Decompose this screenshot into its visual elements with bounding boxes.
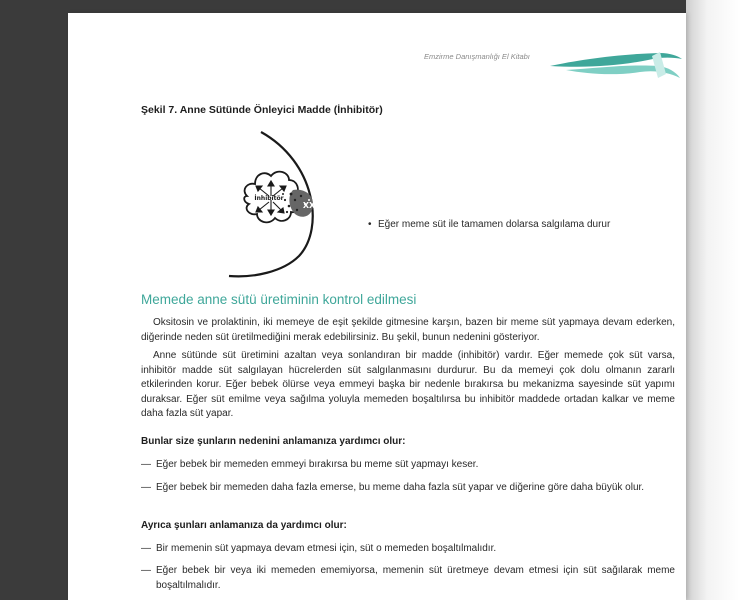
section-heading: Memede anne sütü üretiminin kontrol edilmesi: [141, 292, 417, 307]
bullet-dot-icon: •: [368, 219, 372, 230]
figure-bullet-text: Eğer meme süt ile tamamen dolarsa salgılama durur: [378, 219, 611, 230]
subheading-2: Ayrıca şunları anlamanıza da yardımcı olur:: [141, 520, 347, 531]
viewer-background-left: [0, 0, 68, 600]
figure-bullet: [368, 219, 610, 230]
inhibitor-label: İnhibitör: [254, 195, 284, 202]
list-2-item-2: [141, 564, 675, 593]
paragraph-1: Oksitosin ve prolaktinin, iki memeye de eşit şekilde gitmesine karşın, bazen bir meme süt yapmaya devam ederken, diğerinde neden süt üretilmediğini merak edebilirsiniz. Bu şekil, bunun nedenini gösteriyor.: [141, 317, 675, 343]
viewer-background-top: [0, 0, 739, 13]
dash-marker: —: [141, 459, 151, 470]
figure-caption: Şekil 7. Anne Sütünde Önleyici Madde (İnhibitör): [141, 104, 383, 116]
list-1-item-2: [141, 481, 675, 496]
list-item-text: Bir memenin süt yapmaya devam etmesi için, süt o memeden boşaltılmalıdır.: [156, 543, 497, 554]
subheading-1: Bunlar size şunların nedenini anlamanıza yardımcı olur:: [141, 436, 406, 447]
list-item-text: Eğer bebek bir memeden emmeyi bırakırsa bu meme süt yapmayı keser.: [156, 459, 479, 470]
list-item-text: Eğer bebek bir veya iki memeden ememiyorsa, memenin süt üretmeye devam etmesi için süt sağılarak meme boşaltılmalıdır.: [156, 565, 675, 591]
breast-inhibitor-illustration: [225, 128, 335, 280]
paragraph-2: Anne sütünde süt üretimini azaltan veya sonlandıran bir madde (inhibitör) vardır. Eğer memede çok süt varsa, inhibitör madde süt salgılayan hücrelerden süt salgılanmasını durdurur. Bu da memeyi çok dolu olmanın zararlı etkilerinden korur. Eğer bebek ölürse veya emmeyi başka bir nedenle bırakırsa bu mekanizma sayesinde süt yapımı duraksar. Eğer süt emilme veya sağılma yoluyla memeden boşaltılırsa bu inhibitör maddede ortadan kalkar ve meme daha fazla süt yapar.: [141, 350, 675, 420]
list-2-item-1: [141, 542, 675, 557]
list-1-item-1: [141, 458, 675, 473]
running-header-title: Emzirme Danışmanlığı El Kitabı: [424, 52, 530, 61]
svg-text:XX: XX: [302, 201, 316, 210]
dash-marker: —: [141, 565, 151, 576]
header-swoosh-decoration: [548, 48, 684, 88]
list-item-text: Eğer bebek bir memeden daha fazla emerse, bu meme daha fazla süt yapar ve diğerine göre daha büyük olur.: [156, 482, 645, 493]
dash-marker: —: [141, 482, 151, 493]
dash-marker: —: [141, 543, 151, 554]
page-edge-shadow: [686, 0, 739, 600]
